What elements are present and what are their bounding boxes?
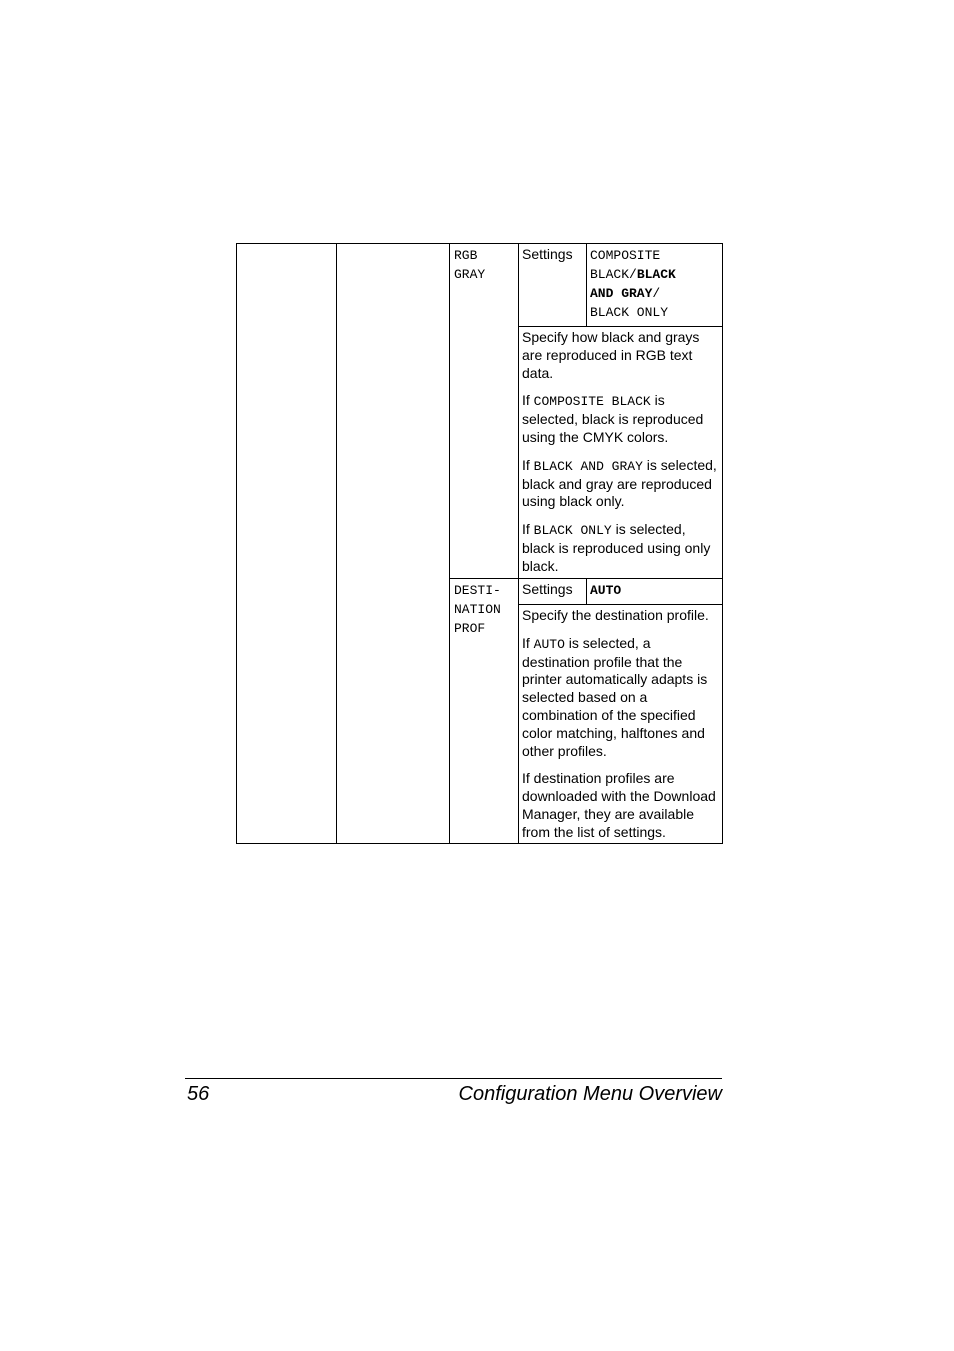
destination-prof-item-name: DESTI- NATION PROF [454, 583, 501, 636]
destination-description: Specify the destination profile. If AUTO is selected, a destination profile that the printer automatically adapts is selected based on a combination of the specified color matching, halftones and other profiles. If destination profiles are downloaded with the Download Manager, they are available from the list of settings. [522, 607, 716, 840]
table-col-divider-2 [449, 243, 450, 844]
default-option: AUTO [590, 583, 622, 598]
rgb-gray-options: COMPOSITE BLACK/BLACK AND GRAY/ BLACK ONLY [590, 248, 676, 320]
table-col-divider-3 [518, 243, 519, 844]
table-col-divider-1 [336, 243, 337, 844]
destination-options [590, 581, 621, 600]
rgb-gray-description: Specify how black and grays are reproduced in RGB text data. If COMPOSITE BLACK is selected, black is reproduced using the CMYK colors. If BLACK AND GRAY is selected, black and gray are reproduced using black only. If BLACK ONLY is selected, black is reproduced using only black. [522, 329, 717, 574]
table-border-right [722, 243, 723, 844]
table-border-top [236, 243, 723, 244]
rgb-gray-settings-rule [518, 326, 723, 327]
destination-settings-rule [518, 604, 723, 605]
destination-settings-label: Settings [522, 581, 573, 597]
rgb-gray-settings-label: Settings [522, 246, 573, 262]
settings-value-divider-1 [586, 243, 587, 327]
default-option: BLACK [636, 267, 676, 282]
page-number: 56 [187, 1083, 210, 1105]
table-border-left [236, 243, 237, 844]
footer-title: Configuration Menu Overview [458, 1083, 722, 1105]
rgb-gray-item-name: RGB GRAY [454, 248, 486, 282]
footer-rule [185, 1078, 722, 1079]
